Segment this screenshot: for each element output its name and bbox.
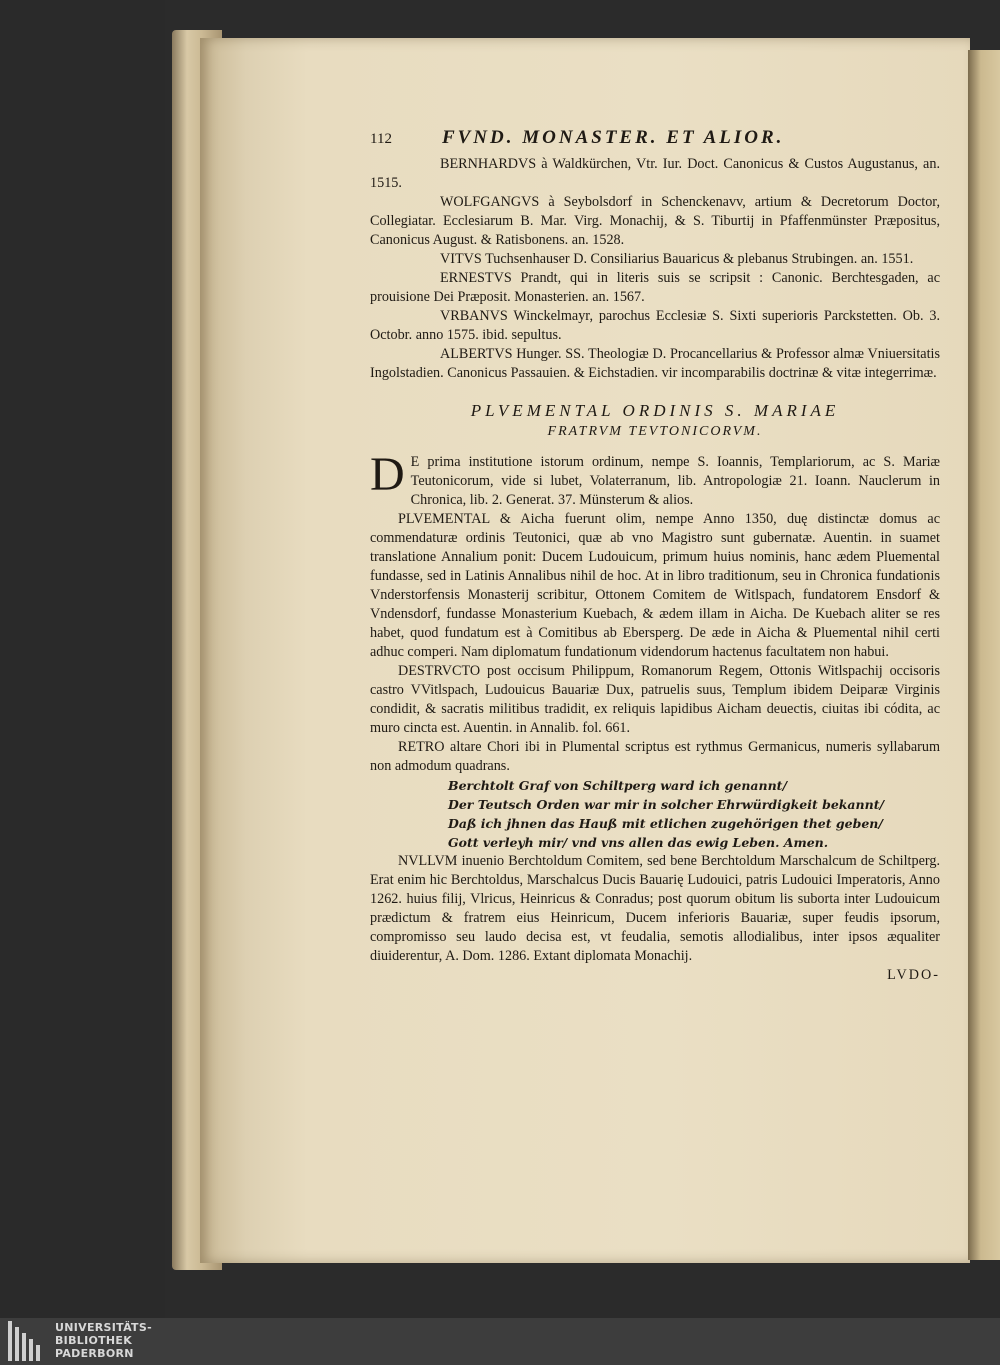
running-header: [370, 128, 940, 149]
scan-margin: [0, 0, 165, 1318]
entry-albertus: ALBERTVS Hunger. SS. Theologiæ D. Procancellarius & Professor almæ Vniuersitatis Ingolstadien. Canonicus Passauien. & Eichstadien. vir incomparabilis doctrinæ & vitæ integerrimæ.: [370, 346, 940, 381]
paragraph-retro: RETRO altare Chori ibi in Plumental scriptus est rythmus Germanicus, numeris syllabarum non admodum quadrans.: [370, 739, 940, 774]
paragraph-nullum: NVLLVM inuenio Berchtoldum Comitem, sed bene Berchtoldum Marschalcum de Schiltperg. Erat enim hic Berchtoldus, Marschalcus Ducis Bauarię Ludouici, patris Ludouici Imperatoris, Anno 1262. huius filij, Vlricus, Heinricus & Conradus; post quorum obitum lis suborta inter Ludouicum prædictum & fratrem eius Heinricum, Ducem inferioris Bauariæ, super feudis ipsorum, compromisso seu laudo decisa est, vt feudalia, semotis allodialibus, inter ipsos æqualiter diuiderentur, A. Dom. 1286. Extant diplomata Monachij.: [370, 853, 940, 964]
drop-cap: D: [370, 448, 405, 501]
section-title: PLVEMENTAL ORDINIS S. MARIAE: [470, 401, 840, 420]
library-name: [55, 1321, 152, 1360]
library-logo-icon: [6, 1321, 48, 1363]
entry-wolfgangus: WOLFGANGVS à Seybolsdorf in Schenckenavv, artium & Decretorum Doctor, Collegiatar. Ecclesiarum B. Mar. Virg. Monachij, & S. Tiburtij in Pfaffenmünster Præpositus, Canonicus August. & Ratisbonens. an. 1528.: [370, 194, 940, 248]
entry-urbanus: VRBANVS Winckelmayr, parochus Ecclesiæ S. Sixti superioris Parckstetten. Ob. 3. Octobr. anno 1575. ibid. sepultus.: [370, 308, 940, 343]
page-text: [370, 128, 940, 985]
verse-line: Daß ich jhnen das Hauß mit etlichen zugehörigen thet geben/: [448, 816, 883, 831]
catchword: LVDO-: [887, 967, 940, 983]
running-title: FVND. MONASTER. ET ALIOR.: [441, 127, 785, 148]
paragraph-pluemental: PLVEMENTAL & Aicha fuerunt olim, nempe Anno 1350, duę distinctæ domus ac commendaturæ ordinis Teutonici, quæ ab vno Magistro sunt gubernatæ. Auentin. in suamet translatione Annalium ponit: Ducem Ludouicum, primum huius nominis, hanc ædem Pluemental fundasse, sed in Latinis Annalibus nihil de hoc. At in libro traditionum, seu in Chronica fundationis Vnderstorfensis Monasterij scribitur, Ottonem Comitem de Witlspach, fundatorem Ensdorf & Vndensdorf, fundasse Monasterium Kuebach, & ædem illam in Aicha. De Kuebach aliter se res habet, quod fundatum est à Comitibus ab Ebersperg. De æde in Aicha & Pluemental nihil certi adhuc comperi. Nam diplomatum fundationum videndorum hactenus facultatem non habui.: [370, 511, 940, 660]
paragraph-destructo: DESTRVCTO post occisum Philippum, Romanorum Regem, Ottonis Witlspachij occisoris castro VVitlspach, Ludouicus Bauariæ Dux, patruelis suus, Templum ibidem Deiparæ Virginis condidit, & sacratis militibus tradidit, ex reliquis lapidibus Aicham deuectis, ciuitas ibi códita, ac muro cincta est. Auentin. in Annalib. fol. 661.: [370, 663, 940, 736]
library-name-line: PADERBORN: [55, 1347, 134, 1360]
library-name-line: BIBLIOTHEK: [55, 1334, 133, 1347]
verse-line: Berchtolt Graf von Schiltperg ward ich genannt/: [448, 778, 788, 793]
german-verse: [370, 776, 940, 852]
library-name-line: UNIVERSITÄTS-: [55, 1321, 152, 1334]
page-number: 112: [370, 131, 392, 147]
entry-vitus: VITVS Tuchsenhauser D. Consiliarius Bauaricus & plebanus Strubingen. an. 1551.: [440, 251, 914, 267]
paragraph-intro: [370, 448, 940, 510]
entry-ernestus: ERNESTVS Prandt, qui in literis suis se scripsit : Canonic. Berchtesgaden, ac prouisione Dei Præposit. Monasterien. an. 1567.: [370, 270, 940, 305]
verse-line: Der Teutsch Orden war mir in solcher Ehrwürdigkeit bekannt/: [448, 797, 885, 812]
section-subtitle: FRATRVM TEVTONICORVM.: [547, 424, 763, 439]
facing-page-edge: [968, 50, 1000, 1260]
entry-bernhardus: BERNHARDVS à Waldkürchen, Vtr. Iur. Doct. Canonicus & Custos Augustanus, an. 1515.: [370, 156, 940, 191]
verse-line: Gott verleyh mir/ vnd vns allen das ewig Leben. Amen.: [448, 835, 829, 850]
paragraph-intro-text: E prima institutione istorum ordinum, nempe S. Ioannis, Templariorum, ac S. Mariæ Teutonicorum, vide si lubet, Volaterranum, lib. Antropologiæ 21. Ioann. Nauclerum in Chronica, lib. 2. Generat. 37. Münsterum & alios.: [410, 454, 940, 508]
